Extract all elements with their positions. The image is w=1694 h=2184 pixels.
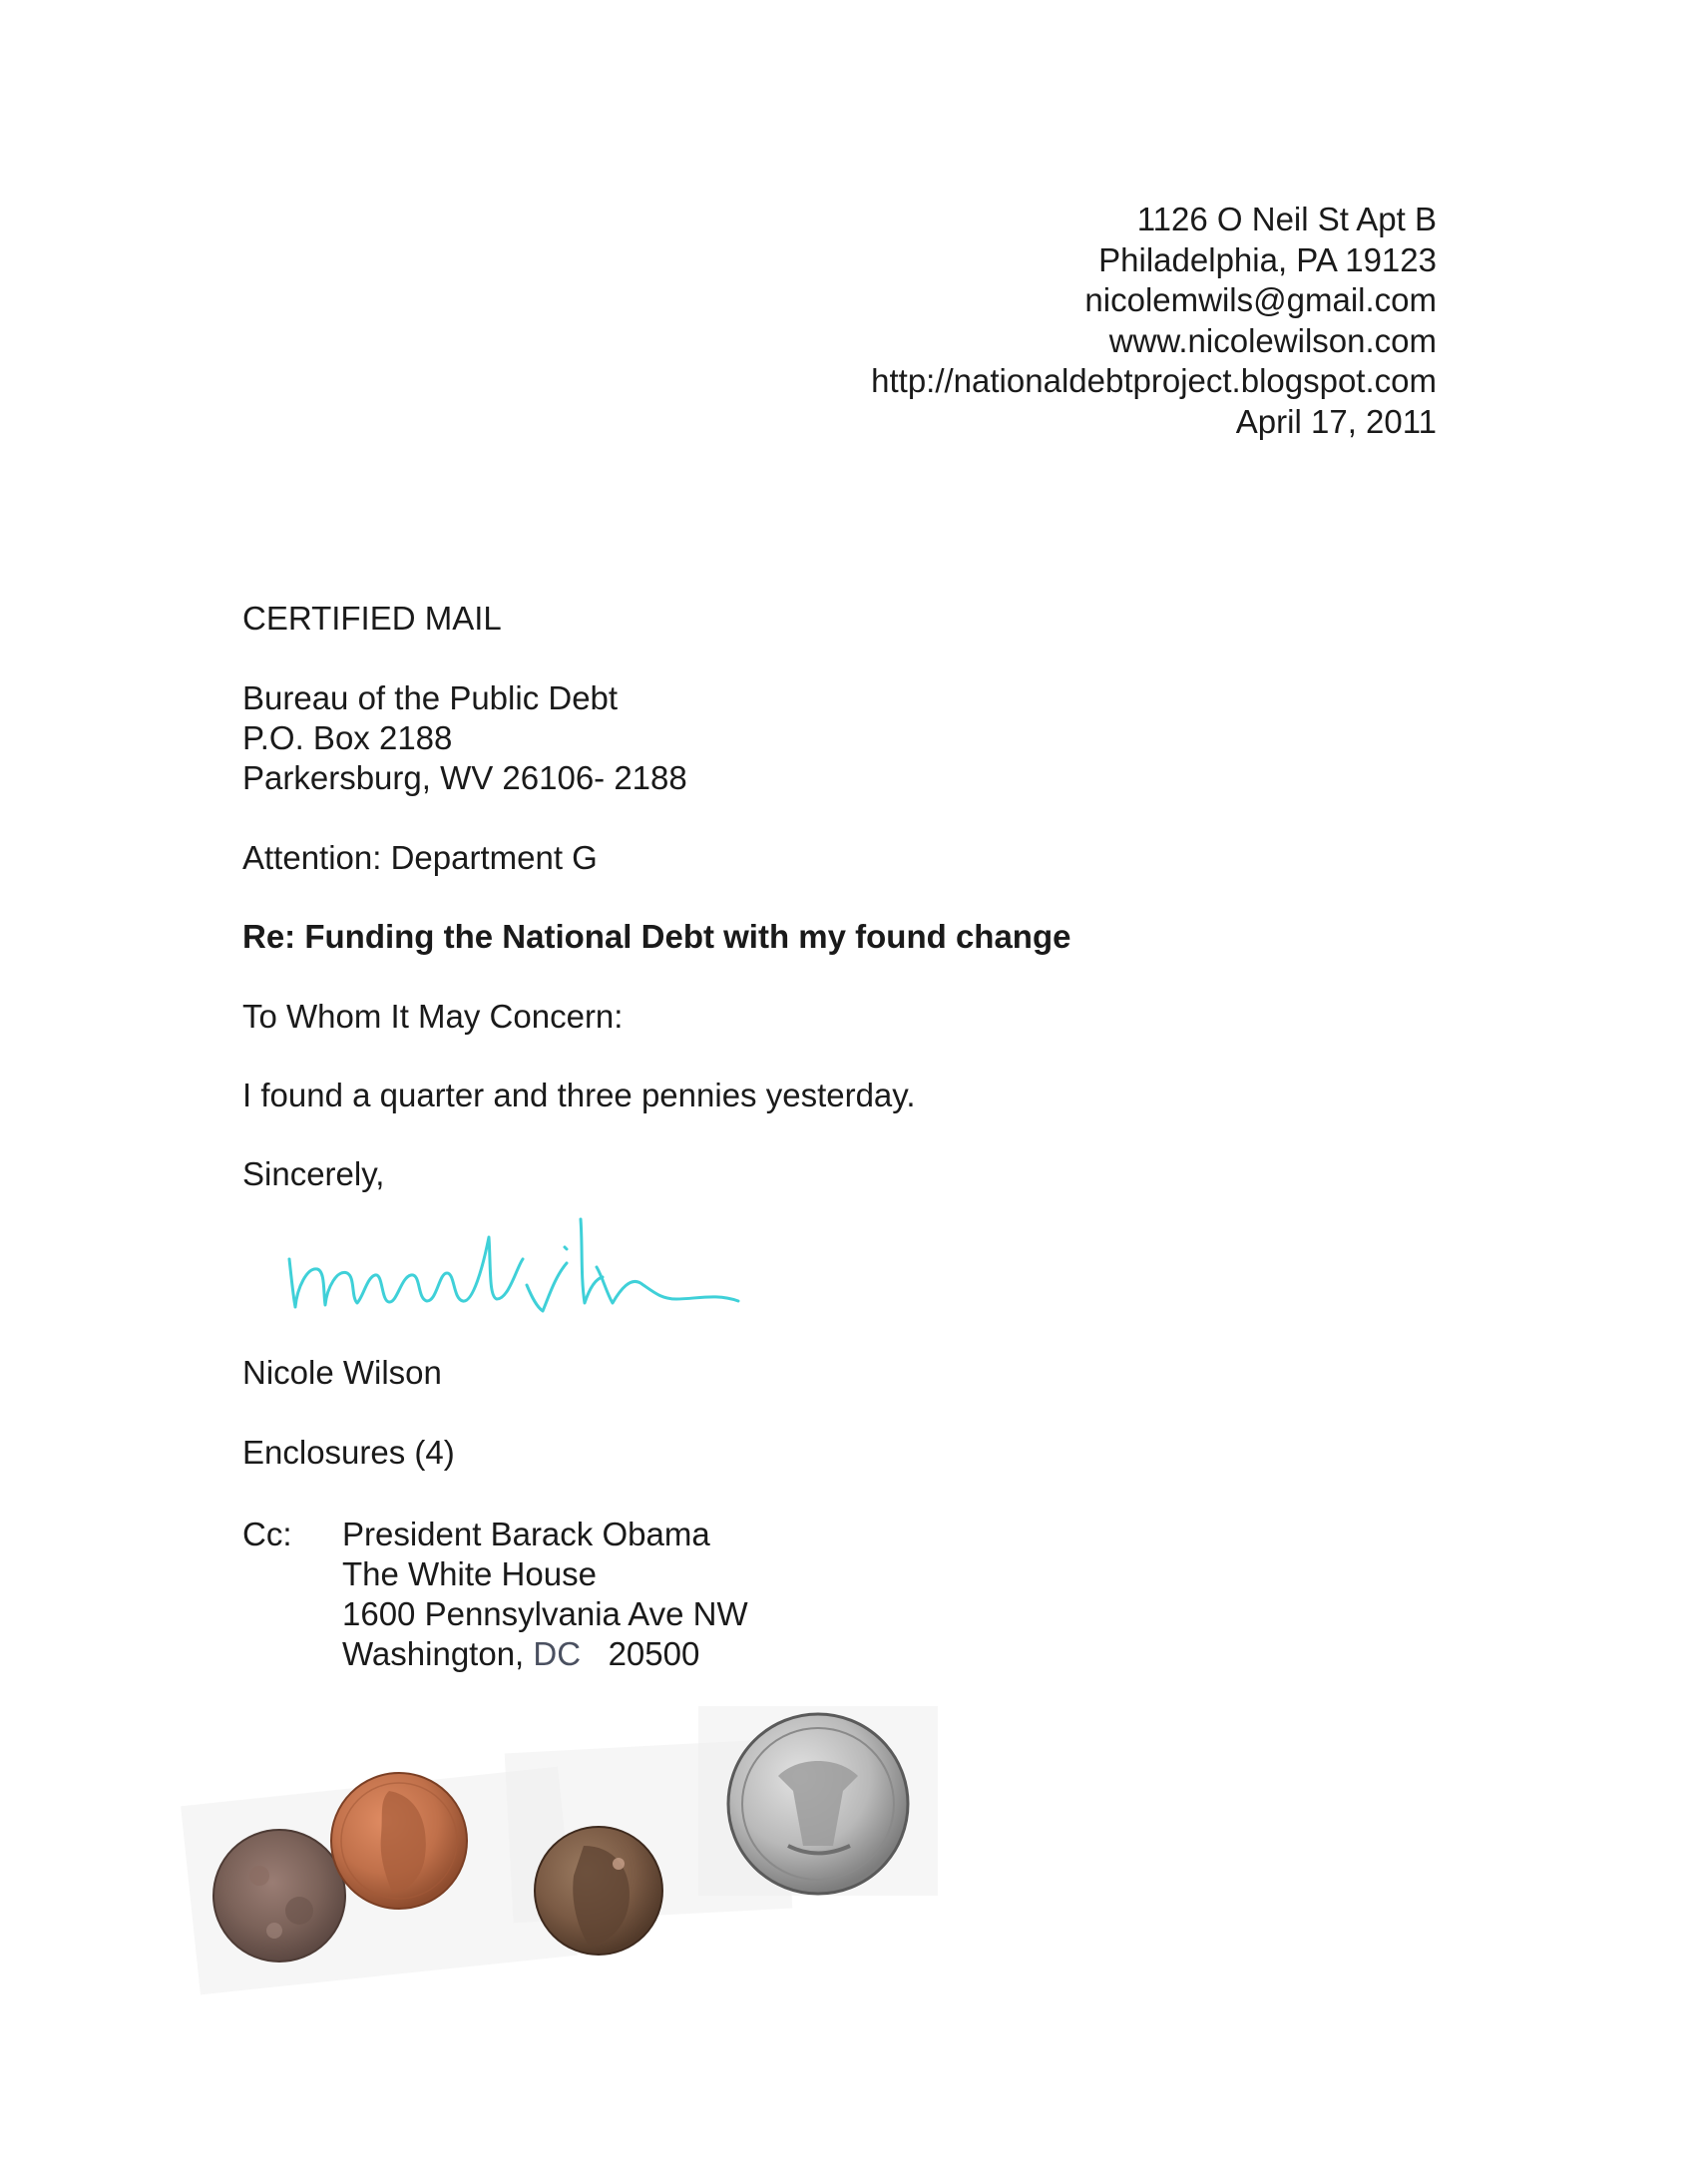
recipient-address-block bbox=[242, 678, 687, 798]
cc-label: Cc: bbox=[242, 1516, 292, 1552]
cc-name: President Barack Obama bbox=[342, 1516, 710, 1552]
signature-image bbox=[277, 1207, 746, 1337]
penny-icon bbox=[331, 1773, 467, 1909]
cc-org: The White House bbox=[342, 1555, 597, 1592]
enclosed-coins bbox=[180, 1696, 958, 1995]
closing: Sincerely, bbox=[242, 1155, 385, 1192]
cc-state: DC bbox=[533, 1635, 582, 1672]
cc-city: Washington, bbox=[342, 1635, 525, 1672]
sender-blog: http://nationaldebtproject.blogspot.com bbox=[871, 362, 1437, 399]
cc-city-state-zip bbox=[342, 1634, 748, 1674]
sender-email: nicolemwils@gmail.com bbox=[1084, 281, 1437, 318]
recipient-po-box: P.O. Box 2188 bbox=[242, 719, 453, 756]
sender-address-line2: Philadelphia, PA 19123 bbox=[1098, 240, 1437, 278]
recipient-city-state-zip: Parkersburg, WV 26106- 2188 bbox=[242, 759, 687, 796]
sender-website: www.nicolewilson.com bbox=[1108, 321, 1437, 359]
attention-line: Attention: Department G bbox=[242, 839, 598, 876]
letter-body: I found a quarter and three pennies yesterday. bbox=[242, 1077, 916, 1113]
enclosures-note: Enclosures (4) bbox=[242, 1434, 455, 1471]
cc-street: 1600 Pennsylvania Ave NW bbox=[342, 1595, 748, 1632]
salutation: To Whom It May Concern: bbox=[242, 998, 624, 1035]
penny-icon bbox=[535, 1827, 662, 1955]
cc-zip: 20500 bbox=[608, 1635, 700, 1672]
sender-address-block bbox=[871, 200, 1437, 442]
sender-address-line1: 1126 O Neil St Apt B bbox=[1136, 201, 1437, 237]
quarter-icon bbox=[728, 1714, 908, 1894]
letter-date: April 17, 2011 bbox=[1235, 402, 1437, 440]
mail-type: CERTIFIED MAIL bbox=[242, 600, 502, 637]
subject-line: Re: Funding the National Debt with my found change bbox=[242, 918, 1071, 955]
cc-address-block bbox=[342, 1515, 748, 1674]
recipient-name: Bureau of the Public Debt bbox=[242, 679, 619, 716]
penny-icon bbox=[213, 1830, 345, 1962]
signer-name: Nicole Wilson bbox=[242, 1354, 442, 1391]
